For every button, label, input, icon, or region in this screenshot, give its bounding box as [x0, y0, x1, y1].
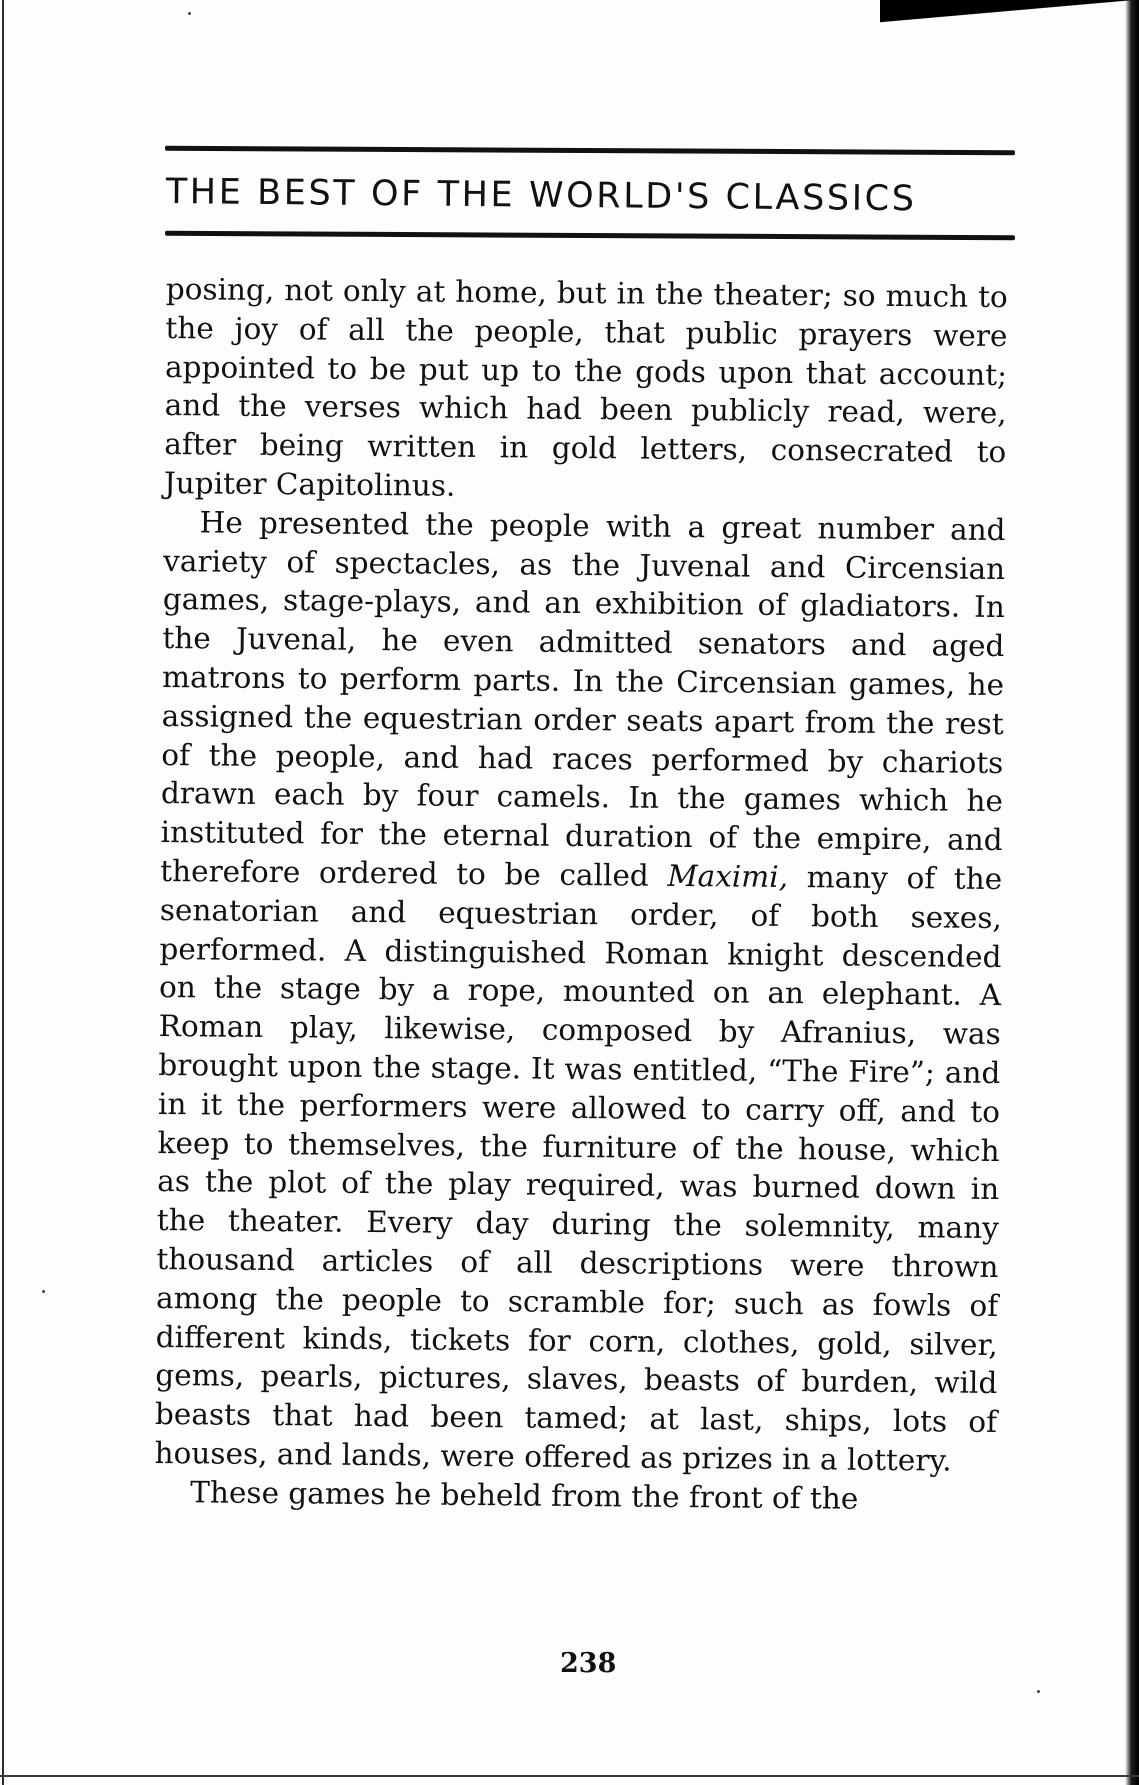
paper-speck: [1037, 1690, 1040, 1693]
page-bottom-edge: [0, 1775, 1139, 1777]
page-right-edge-shadow: [1125, 0, 1139, 1785]
header-rule-top: [165, 146, 1015, 155]
page-number: 238: [560, 1648, 617, 1679]
paper-speck: [42, 1290, 45, 1293]
page-top-corner-shadow: [880, 0, 1139, 40]
paragraph-text: He presented the people with a great number and variety of spectacles, as the Juvenal and Circensian games, stage-plays, and an exhibition of gladiators. In the Juvenal, he even admitted senators and aged matrons to perform parts. In the Circensian games, he assigned the equestrian order seats apart from the rest of the people, and had races performed by chariots drawn each by four camels. In the games which he instituted for the eternal duration of the empire, and therefore ordered to be called: [160, 505, 1006, 893]
paper-speck: [188, 12, 191, 15]
header-rule-bottom: [165, 231, 1015, 240]
paragraph-continued: posing, not only at home, but in the theater; so much to the joy of all the people, that public prayers were appointed to be put up to the gods upon that account; and the verses which had been publicly read, were, after being written in gold letters, consecrated to Jupiter Capitolinus.: [163, 271, 1008, 503]
running-head: THE BEST OF THE WORLD'S CLASSICS: [165, 172, 917, 220]
paragraph: These games he beheld from the front of the: [190, 1474, 859, 1516]
italic-title: Maximi,: [667, 858, 789, 894]
paragraph-text: many of the senatorian and equestrian order, of both sexes, performed. A distinguished Roman knight descended on the stage by a rope, mounted on an elephant. A Roman play, likewise, composed by Afranius, was brought upon the stage. It was entitled, “The Fire”; and in it the performers were allowed to carry off, and to keep to themselves, the furniture of the house, which as the plot of the play required, was burned down in the theater. Every day during the solemnity, many thousand articles of all descriptions were thrown among the people to scramble for; such as fowls of different kinds, tickets for corn, clothes, gold, silver, gems, pearls, pictures, slaves, beasts of burden, wild beasts that had been tamed; at last, ships, lots of houses, and lands, were offered as prizes in a lottery.: [154, 860, 1003, 1478]
paragraph: [154, 503, 1005, 1481]
page-left-edge: [2, 0, 4, 1785]
body-text: [154, 270, 1008, 1520]
